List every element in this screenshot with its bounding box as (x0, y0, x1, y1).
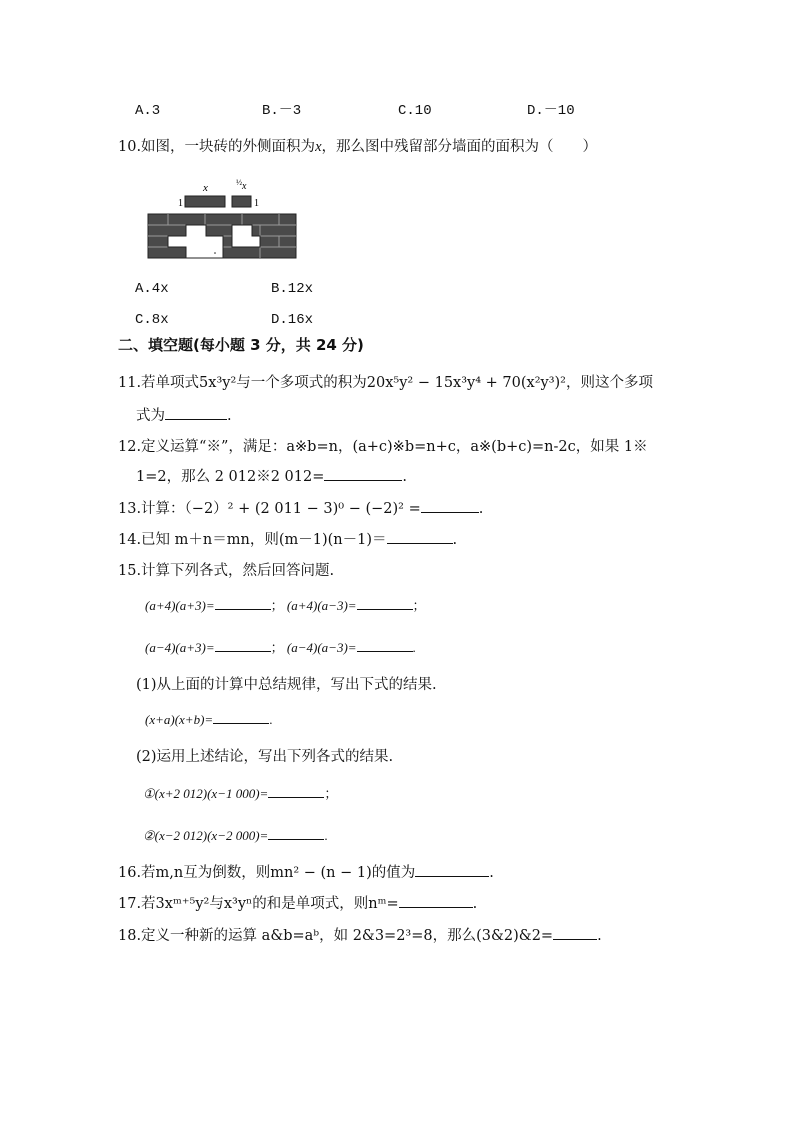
q15-row1-sep2: ； (412, 598, 426, 613)
q13-text: 13.计算：（−2）² + (2 011 − 3)⁰ − (−2)² = (118, 501, 421, 517)
q13-answer-blank[interactable] (421, 498, 479, 513)
q15-sub2-2-end: . (324, 828, 328, 843)
section-heading-fill-in: 二、填空题(每小题 3 分，共 24 分) (118, 336, 364, 354)
q15-sub2-1-line (143, 783, 337, 804)
q12-line1: 12.定义运算“※”，满足：a※b=n，(a+c)※b=n+c，a※(b+c)=n-2c，如果 1※ (118, 439, 648, 455)
q15-row2-end: . (412, 640, 416, 655)
figure-label-half-fraction: ½ (236, 178, 242, 187)
q14-end: . (452, 532, 458, 548)
q11-line2-text: 式为 (136, 408, 165, 424)
q16-end: . (489, 865, 494, 881)
brick-wall-figure (140, 176, 302, 262)
q11-line2-end: . (227, 408, 232, 424)
single-brick-x (185, 196, 225, 207)
q15-sub1-blank[interactable] (213, 709, 269, 724)
q18-line (118, 925, 602, 946)
q11-line2 (136, 405, 232, 426)
q10-option-a: A.4x (135, 281, 169, 297)
figure-label-half-x: x (242, 181, 247, 192)
q16-answer-blank[interactable] (415, 862, 489, 877)
q11-answer-blank[interactable] (165, 405, 227, 420)
q17-text: 17.若3xᵐ⁺⁵y²与x³yⁿ的和是单项式，则nᵐ= (118, 896, 399, 912)
q10-text-post: ，那么图中残留部分墙面的面积为（ ） (321, 139, 597, 155)
q9-option-c: C.10 (398, 103, 432, 119)
q10-var: x (315, 139, 322, 155)
q15-sub2: (2)运用上述结论，写出下列各式的结果. (136, 749, 394, 765)
q10-option-d: D.16x (271, 312, 314, 328)
q15-sub2-2-blank[interactable] (268, 825, 324, 840)
q15-row2-b: (a−4)(a−3)= (286, 640, 357, 655)
q13-line (118, 498, 483, 519)
q15-row2-a: (a−4)(a+3)= (145, 640, 215, 655)
figure-label-one-left: 1 (178, 198, 183, 209)
q18-text: 18.定义一种新的运算 a&b=aᵇ，如 2&3=2³=8，那么(3&2)&2= (118, 928, 554, 944)
q15-row2 (145, 637, 416, 658)
q9-option-a: A.3 (135, 103, 161, 119)
q10-option-c: C.8x (135, 312, 169, 328)
q16-text: 16.若m,n互为倒数，则mn² − (n − 1)的值为 (118, 865, 416, 881)
q15-sub1-end: . (269, 712, 273, 727)
q14-line (118, 529, 457, 550)
q17-answer-blank[interactable] (399, 893, 473, 908)
single-brick-half (232, 196, 251, 207)
q16-line (118, 862, 494, 883)
q12-line2 (136, 466, 407, 487)
q17-line (118, 893, 477, 914)
q9-option-b: B.－3 (262, 103, 302, 119)
q11-line1: 11.若单项式5x³y²与一个多项式的积为20x⁵y² − 15x³y⁴ + 70(x²y³)²，则这个多项 (118, 375, 653, 391)
q14-answer-blank[interactable] (387, 529, 453, 544)
q18-answer-blank[interactable] (553, 925, 597, 940)
q15-row1-a: (a+4)(a+3)= (145, 598, 215, 613)
q15-sub2-2-line (143, 825, 328, 846)
q15-sub2-1: ①(x+2 012)(x−1 000)= (143, 786, 269, 801)
q15-sub2-2: ②(x−2 012)(x−2 000)= (143, 828, 269, 843)
wall (148, 214, 296, 258)
q18-end: . (597, 928, 602, 944)
q12-line2-end: . (402, 469, 407, 485)
q10-text-pre: 10.如图，一块砖的外侧面积为 (118, 139, 316, 155)
q17-end: . (472, 896, 478, 912)
figure-label-one-right: 1 (254, 198, 259, 209)
q12-line2-text: 1=2，那么 2 012※2 012= (136, 469, 325, 485)
figure-label-x: x (203, 182, 208, 194)
q15-sub2-1-blank[interactable] (268, 783, 324, 798)
q15-row1-sep: ； (270, 598, 284, 613)
q10-option-b: B.12x (271, 281, 314, 297)
q15-sub1-expr: (x+a)(x+b)= (145, 712, 214, 727)
q15-sub1: (1)从上面的计算中总结规律，写出下式的结果. (136, 677, 437, 693)
q12-answer-blank[interactable] (324, 466, 402, 481)
q15-row1-a-blank[interactable] (215, 595, 271, 610)
q15-row2-b-blank[interactable] (357, 637, 413, 652)
q15-sub2-1-sep: ； (324, 786, 338, 801)
q15-row1-b-blank[interactable] (357, 595, 413, 610)
q10-text (118, 137, 597, 157)
q14-text: 14.已知 m＋n＝mn，则(m－1)(n－1)＝ (118, 532, 387, 548)
q15-row2-a-blank[interactable] (215, 637, 271, 652)
q15-row1 (145, 595, 426, 616)
q15-text: 15.计算下列各式，然后回答问题. (118, 563, 335, 579)
q15-sub1-expr-line (145, 709, 272, 730)
q13-end: . (478, 501, 484, 517)
q15-row2-sep: ； (270, 640, 284, 655)
q9-option-d: D.－10 (527, 103, 575, 119)
q15-row1-b: (a+4)(a−3)= (286, 598, 357, 613)
